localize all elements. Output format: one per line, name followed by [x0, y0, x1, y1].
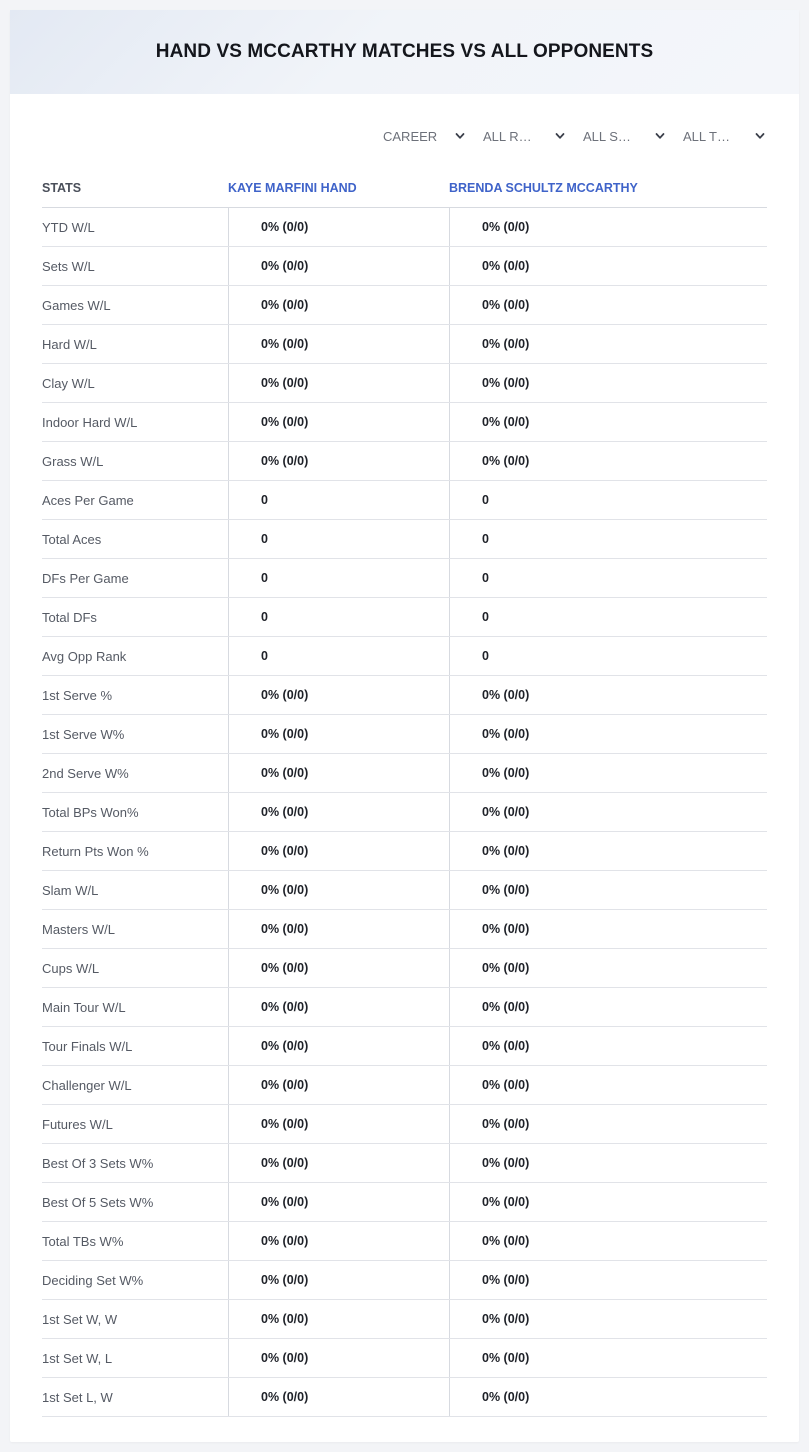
stat-label: Masters W/L — [42, 921, 115, 937]
table-row — [42, 1027, 767, 1066]
player1-value: 0% (0/0) — [228, 442, 449, 480]
chevron-down-icon — [755, 131, 765, 141]
player1-value: 0 — [228, 520, 449, 558]
table-header — [42, 168, 767, 208]
stat-label: YTD W/L — [42, 219, 95, 235]
player1-value: 0% (0/0) — [228, 988, 449, 1026]
table-row — [42, 1339, 767, 1378]
player2-value: 0% (0/0) — [449, 676, 767, 714]
stat-label: 2nd Serve W% — [42, 765, 129, 781]
filter-round-select[interactable] — [467, 124, 567, 148]
player2-value: 0% (0/0) — [449, 1339, 767, 1377]
player1-value: 0% (0/0) — [228, 949, 449, 987]
player1-value: 0% (0/0) — [228, 871, 449, 909]
table-row — [42, 520, 767, 559]
header-player1-link[interactable]: KAYE MARFINI HAND — [228, 180, 357, 195]
player1-value: 0% (0/0) — [228, 1105, 449, 1143]
filter-surface-select[interactable] — [567, 124, 667, 148]
player2-value: 0 — [449, 559, 767, 597]
player1-value: 0 — [228, 481, 449, 519]
player2-value: 0% (0/0) — [449, 715, 767, 753]
table-row — [42, 793, 767, 832]
table-row — [42, 949, 767, 988]
player1-value: 0 — [228, 559, 449, 597]
player2-value: 0% (0/0) — [449, 1066, 767, 1104]
player2-value: 0% (0/0) — [449, 1144, 767, 1182]
table-row — [42, 1183, 767, 1222]
table-row — [42, 1105, 767, 1144]
table-row — [42, 871, 767, 910]
player1-value: 0% (0/0) — [228, 754, 449, 792]
filter-label: ALL T… — [683, 128, 730, 144]
stat-label: Best Of 3 Sets W% — [42, 1155, 154, 1171]
table-row — [42, 481, 767, 520]
stat-label: Aces Per Game — [42, 492, 134, 508]
filter-period-select[interactable] — [367, 124, 467, 148]
player1-value: 0% (0/0) — [228, 1339, 449, 1377]
player1-value: 0% (0/0) — [228, 1027, 449, 1065]
player2-value: 0% (0/0) — [449, 832, 767, 870]
table-row — [42, 325, 767, 364]
table-row — [42, 247, 767, 286]
player2-value: 0% (0/0) — [449, 1027, 767, 1065]
stat-label: Cups W/L — [42, 960, 100, 976]
stats-card — [10, 10, 799, 1442]
filter-label: CAREER — [383, 128, 438, 144]
player1-value: 0% (0/0) — [228, 1066, 449, 1104]
player2-value: 0 — [449, 598, 767, 636]
stat-label: Deciding Set W% — [42, 1272, 144, 1288]
player1-value: 0% (0/0) — [228, 715, 449, 753]
stat-label: 1st Set L, W — [42, 1389, 113, 1405]
player1-value: 0 — [228, 637, 449, 675]
player2-value: 0% (0/0) — [449, 1378, 767, 1416]
page-title: HAND VS MCCARTHY MATCHES VS ALL OPPONENTS — [155, 41, 654, 62]
table-row — [42, 910, 767, 949]
header-player2-link[interactable]: BRENDA SCHULTZ MCCARTHY — [449, 180, 638, 195]
player1-value: 0% (0/0) — [228, 676, 449, 714]
table-row — [42, 1144, 767, 1183]
player1-value: 0% (0/0) — [228, 1222, 449, 1260]
player1-value: 0% (0/0) — [228, 364, 449, 402]
table-row — [42, 442, 767, 481]
player1-value: 0% (0/0) — [228, 1183, 449, 1221]
player2-value: 0% (0/0) — [449, 793, 767, 831]
player2-value: 0% (0/0) — [449, 949, 767, 987]
table-row — [42, 1300, 767, 1339]
table-row — [42, 364, 767, 403]
stat-label: Challenger W/L — [42, 1077, 132, 1093]
player2-value: 0% (0/0) — [449, 247, 767, 285]
filter-bar — [367, 124, 767, 148]
table-row — [42, 1222, 767, 1261]
player2-value: 0% (0/0) — [449, 286, 767, 324]
player2-value: 0% (0/0) — [449, 1222, 767, 1260]
player2-value: 0% (0/0) — [449, 1300, 767, 1338]
table-row — [42, 1261, 767, 1300]
stat-label: Indoor Hard W/L — [42, 414, 138, 430]
table-row — [42, 208, 767, 247]
stat-label: Games W/L — [42, 297, 111, 313]
player1-value: 0% (0/0) — [228, 1144, 449, 1182]
player2-value: 0% (0/0) — [449, 754, 767, 792]
stat-label: Best Of 5 Sets W% — [42, 1194, 154, 1210]
player1-value: 0% (0/0) — [228, 832, 449, 870]
stat-label: Return Pts Won % — [42, 843, 149, 859]
player2-value: 0% (0/0) — [449, 1105, 767, 1143]
table-row — [42, 754, 767, 793]
player1-value: 0% (0/0) — [228, 286, 449, 324]
player2-value: 0% (0/0) — [449, 442, 767, 480]
player1-value: 0% (0/0) — [228, 208, 449, 246]
table-row — [42, 988, 767, 1027]
player2-value: 0% (0/0) — [449, 403, 767, 441]
player2-value: 0 — [449, 520, 767, 558]
player1-value: 0% (0/0) — [228, 1378, 449, 1416]
stat-label: Grass W/L — [42, 453, 104, 469]
stat-label: Tour Finals W/L — [42, 1038, 133, 1054]
player2-value: 0% (0/0) — [449, 988, 767, 1026]
stat-label: Sets W/L — [42, 258, 95, 274]
stat-label: Total Aces — [42, 531, 102, 547]
stat-label: Clay W/L — [42, 375, 95, 391]
player2-value: 0% (0/0) — [449, 325, 767, 363]
chevron-down-icon — [655, 131, 665, 141]
stat-label: Slam W/L — [42, 882, 99, 898]
player1-value: 0% (0/0) — [228, 793, 449, 831]
table-row — [42, 715, 767, 754]
filter-label: ALL S… — [583, 128, 631, 144]
chevron-down-icon — [455, 131, 465, 141]
player1-value: 0% (0/0) — [228, 325, 449, 363]
table-row — [42, 832, 767, 871]
player2-value: 0% (0/0) — [449, 364, 767, 402]
player1-value: 0% (0/0) — [228, 247, 449, 285]
player2-value: 0% (0/0) — [449, 871, 767, 909]
player1-value: 0% (0/0) — [228, 1300, 449, 1338]
player2-value: 0% (0/0) — [449, 1261, 767, 1299]
stat-label: Main Tour W/L — [42, 999, 126, 1015]
stat-label: DFs Per Game — [42, 570, 129, 586]
player1-value: 0% (0/0) — [228, 1261, 449, 1299]
stat-label: 1st Set W, W — [42, 1311, 118, 1327]
stat-label: Total BPs Won% — [42, 804, 139, 820]
card-header — [10, 10, 799, 94]
player1-value: 0% (0/0) — [228, 403, 449, 441]
filter-label: ALL R… — [483, 128, 532, 144]
table-row — [42, 1378, 767, 1417]
table-body — [42, 208, 767, 1417]
stat-label: 1st Serve % — [42, 687, 113, 703]
stat-label: 1st Set W, L — [42, 1350, 113, 1366]
table-row — [42, 598, 767, 637]
table-row — [42, 676, 767, 715]
player2-value: 0% (0/0) — [449, 208, 767, 246]
table-row — [42, 286, 767, 325]
chevron-down-icon — [555, 131, 565, 141]
stat-label: Hard W/L — [42, 336, 97, 352]
player1-value: 0% (0/0) — [228, 910, 449, 948]
stat-label: 1st Serve W% — [42, 726, 125, 742]
player2-value: 0 — [449, 637, 767, 675]
filter-tournament-select[interactable] — [667, 124, 767, 148]
player2-value: 0 — [449, 481, 767, 519]
header-stats: STATS — [42, 180, 82, 195]
table-row — [42, 559, 767, 598]
table-row — [42, 403, 767, 442]
table-row — [42, 1066, 767, 1105]
stats-table — [42, 168, 767, 1417]
stat-label: Avg Opp Rank — [42, 648, 127, 664]
stat-label: Total TBs W% — [42, 1233, 124, 1249]
stat-label: Futures W/L — [42, 1116, 113, 1132]
player2-value: 0% (0/0) — [449, 910, 767, 948]
player2-value: 0% (0/0) — [449, 1183, 767, 1221]
table-row — [42, 637, 767, 676]
player1-value: 0 — [228, 598, 449, 636]
stat-label: Total DFs — [42, 609, 97, 625]
